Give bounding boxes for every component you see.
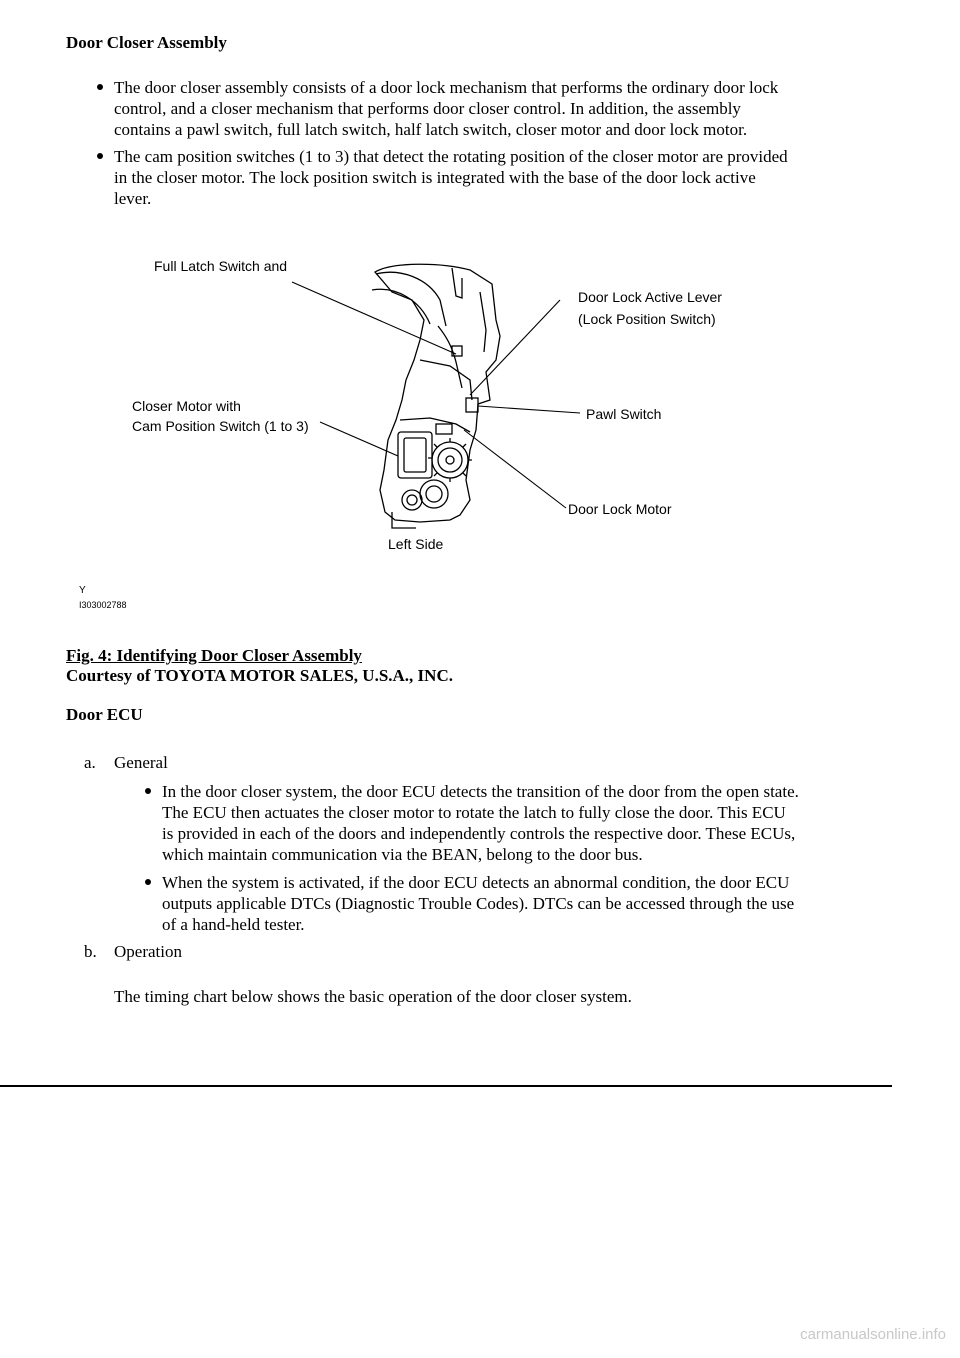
page-divider — [0, 1085, 892, 1087]
site-watermark: carmanualsonline.info — [800, 1326, 946, 1343]
text-line: In the door closer system, the door ECU detects the transition of the door from the open state. — [162, 782, 799, 801]
figure-code: I303002788 — [79, 600, 127, 610]
text-line: contains a pawl switch, full latch switch, half latch switch, closer motor and door lock motor. — [114, 120, 748, 139]
label-cam-position-switch: Cam Position Switch (1 to 3) — [132, 418, 309, 434]
text-line: in the closer motor. The lock position switch is integrated with the base of the door lock active — [114, 168, 756, 187]
section-title-door-ecu: Door ECU — [66, 705, 143, 724]
figure-caption-link[interactable]: Fig. 4: Identifying Door Closer Assembly — [66, 646, 362, 665]
text-line: of a hand-held tester. — [162, 915, 305, 934]
text-line: is provided in each of the doors and independently controls the respective door. These ECUs, — [162, 824, 796, 843]
bullet-door-ecu-transition — [162, 781, 902, 865]
list-item-operation: Operation — [114, 942, 182, 961]
label-left-side: Left Side — [388, 536, 444, 552]
door-closer-assembly-drawing — [372, 264, 500, 528]
text-line: The ECU then actuates the closer motor to rotate the latch to fully close the door. This ECU — [162, 803, 786, 822]
text-line: When the system is activated, if the door ECU detects an abnormal condition, the door ECU — [162, 873, 790, 892]
text-line: which maintain communication via the BEAN, belong to the door bus. — [162, 845, 643, 864]
text-line: outputs applicable DTCs (Diagnostic Trouble Codes). DTCs can be accessed through the use — [162, 894, 795, 913]
label-full-latch-switch: Full Latch Switch and — [154, 258, 288, 274]
label-door-lock-active-lever: Door Lock Active Lever — [578, 289, 722, 305]
figure-courtesy: Courtesy of TOYOTA MOTOR SALES, U.S.A., INC. — [66, 666, 453, 685]
section-title-door-closer-assembly: Door Closer Assembly — [66, 33, 227, 52]
label-pawl-switch: Pawl Switch — [586, 406, 662, 422]
bullet-dot-icon — [145, 788, 151, 794]
list-marker-a: a. — [84, 753, 96, 772]
operation-description: The timing chart below shows the basic operation of the door closer system. — [114, 987, 632, 1006]
door-closer-assembly-figure — [60, 240, 760, 620]
text-line: lever. — [114, 189, 152, 208]
list-item-general: General — [114, 753, 168, 772]
label-lock-position-switch: (Lock Position Switch) — [578, 311, 716, 327]
text-line: control, and a closer mechanism that performs door closer control. In addition, the assembly — [114, 99, 741, 118]
orientation-mark: Y — [79, 585, 86, 596]
text-line: The door closer assembly consists of a door lock mechanism that performs the ordinary door lock — [114, 78, 779, 97]
bullet-dot-icon — [97, 153, 103, 159]
bullet-door-closer-assembly-description — [114, 77, 904, 140]
list-marker-b: b. — [84, 942, 97, 961]
bullet-door-ecu-dtc — [162, 872, 902, 935]
label-door-lock-motor: Door Lock Motor — [568, 501, 672, 517]
bullet-dot-icon — [97, 84, 103, 90]
bullet-dot-icon — [145, 879, 151, 885]
text-line: The cam position switches (1 to 3) that detect the rotating position of the closer motor are provided — [114, 147, 788, 166]
label-closer-motor: Closer Motor with — [132, 398, 241, 414]
bullet-cam-position-switches — [114, 146, 904, 209]
